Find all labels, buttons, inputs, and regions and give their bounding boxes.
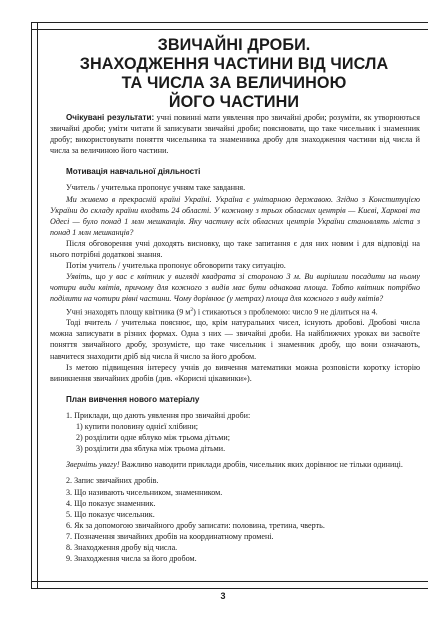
- area-text-start: Учні знаходять площу квітника (9 м: [66, 307, 191, 317]
- expected-results-text: учні повинні мати уявлення про звичайні дроби; розуміти, як утворюються звичайні дроби; уміти читати й записувати звичайні дроби; пояснювати, що таке чисельник і знаменник дробу; використовувати поняття чисельника та знаменника дробу для знаходження частини від числа й числа за величиною його частини.: [50, 113, 420, 156]
- motivation-paragraph-5: Уявіть, що у вас є квітник у вигляді квадрата зі стороною 3 м. Ви вирішили посадити на ньому чотири види квітів, причому для кожного з видів має бути однакова площа. Тобто квітник потрібно поділити на чотири рівні частини. Чому дорівнює (у метрах) площа для кожного з виду квітів?: [50, 272, 420, 304]
- plan-heading: План вивчення нового матеріалу: [66, 394, 200, 404]
- motivation-heading: Мотивація навчальної діяльності: [66, 167, 201, 177]
- title-line-3: ТА ЧИСЛА ЗА ВЕЛИЧИНОЮ: [121, 74, 347, 92]
- expected-results-paragraph: [50, 112, 420, 156]
- motivation-paragraph-2: Ми живемо в прекрасній країні Україні. Україна є унітарною державою. Згідно з Конституцією України до складу країни входять 24 області. У кожному з трьох обласних центрів — Києві, Харкові та Одесі — було понад 1 млн мешканців. Яку частину всіх обласних центрів України становлять міста з понад 1 млн мешканців?: [50, 194, 420, 237]
- plan-item-9: 9. Знаходження числа за його дробом.: [66, 554, 197, 564]
- plan-subitem-1: 1) купити половину однієї хлібини;: [76, 422, 199, 432]
- plan-item-8: 8. Знаходження дробу від числа.: [66, 542, 178, 552]
- title-line-1: ЗВИЧАЙНІ ДРОБИ.: [157, 36, 311, 54]
- plan-item-4: 4. Що показує знаменник.: [66, 498, 156, 508]
- plan-list-continued: [50, 475, 420, 564]
- motivation-paragraph-4: Потім учитель / учителька пропонує обговорити таку ситуацію.: [66, 261, 286, 271]
- plan-subitem-2: 2) розділити одне яблуко між трьома дітьми;: [76, 433, 230, 443]
- page-body: [50, 112, 420, 564]
- plan-item-1-text: 1. Приклади, що дають уявлення про звичайні дроби:: [66, 410, 251, 420]
- plan-item-6: 6. Як за допомогою звичайного дробу записати: половина, третина, чверть.: [66, 520, 325, 530]
- attention-note: [50, 459, 420, 470]
- plan-item-2: 2. Запис звичайних дробів.: [66, 476, 159, 486]
- motivation-paragraph-7: Тоді вчитель / учителька пояснює, що, крім натуральних чисел, існують дробові. Дробові числа можна записувати в різних формах. Одна з них — звичайні дроби. На найближчих уроках ви засвоїте поняття звичайного дробу, зрозумієте, що таке чисельник і знаменник дробу, що вони означають, навчитеся знаходити дріб від числа й число за його дробом.: [50, 318, 420, 361]
- attention-note-text: Важливо наводити приклади дробів, чисельник яких дорівнює не тільки одиниці.: [119, 460, 403, 470]
- title-line-2: ЗНАХОДЖЕННЯ ЧАСТИНИ ВІД ЧИСЛА: [79, 55, 389, 73]
- top-frame-rule: [31, 22, 428, 30]
- page-title: [50, 36, 418, 112]
- motivation-paragraph-6: [50, 305, 420, 318]
- area-text-end: ) і стикаються з проблемою: число 9 не ділиться на 4.: [193, 307, 378, 317]
- expected-results-label: Очікувані результати:: [66, 113, 155, 122]
- plan-item-1: [66, 410, 420, 454]
- attention-note-label: Зверніть увагу!: [66, 460, 120, 470]
- plan-sublist: [66, 421, 420, 454]
- page-number: 3: [220, 591, 226, 601]
- plan-item-7: 7. Позначення звичайних дробів на координатному промені.: [66, 531, 274, 541]
- motivation-paragraph-1: Учитель / учителька пропонує учням таке завдання.: [66, 183, 246, 193]
- area-superscript: 2: [190, 306, 194, 313]
- plan-item-5: 5. Що показує чисельник.: [66, 509, 155, 519]
- title-line-4: ЙОГО ЧАСТИНИ: [168, 93, 300, 111]
- plan-subitem-3: 3) розділити два яблука між трьома дітьми.: [76, 444, 226, 454]
- plan-item-3: 3. Що називають чисельником, знаменником.: [66, 487, 223, 497]
- motivation-paragraph-8: Із метою підвищення інтересу учнів до вивчення математики можна розповісти коротку історію виникнення звичайних дробів (див. «Корисні цікавинки»).: [50, 362, 420, 383]
- bottom-frame-rule: [31, 581, 428, 589]
- left-frame-rule: [31, 22, 38, 589]
- plan-list: [50, 410, 420, 454]
- motivation-paragraph-3: Після обговорення учні доходять висновку, що таке запитання є для них новим і для відповіді на нього потрібні додаткові знання.: [50, 238, 420, 260]
